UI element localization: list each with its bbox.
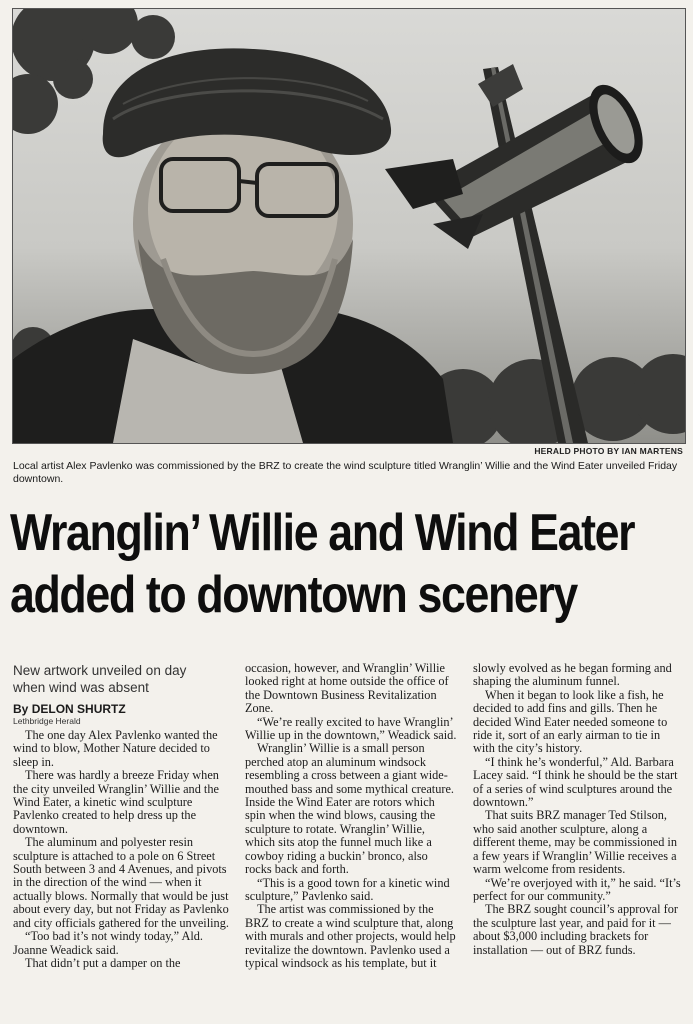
article-paragraph: When it began to look like a fish, he decided to add fins and gills. Then he decided Wind Eater needed someone to ride it, sort of an early airman to tie in with the city’s history. [473,687,668,756]
subheadline [13,662,229,696]
subheadline-line-2: when wind was absent [13,680,149,695]
artist-portrait [13,48,453,443]
byline-author: DELON SHURTZ [31,702,126,716]
byline [13,702,229,716]
article-paragraph: That suits BRZ manager Ted Stilson, who said another sculpture, along a different theme, may be commissioned in a few years if Wranglin’ Willie receives a warm welcome from residents. [473,808,677,877]
article-paragraph: Wranglin’ Willie is a small person perched atop an aluminum windsock resembling a cross between a giant wide-mouthed bass and some mythical creature. Inside the Wind Eater are rotors which spin when the wind blows, causing the sculpture to rotate. Wranglin’ Willie, which sits atop the funnel much like a cowboy riding a buckin’ bronco, also rocks back and forth. [245,741,454,877]
article-paragraph: The aluminum and polyester resin sculpture is attached to a pole on 6 Street South between 3 and 4 Avenues, and pivots in the direction of the wind — when it actually blows. Normally that would be just about every day, but not Friday as Pavlenko and city officials gathered for the unveiling. [13,835,229,930]
article-paragraph: The artist was commissioned by the BRZ to create a wind sculpture that, along with murals and other projects, would help revitalize the downtown. Pavlenko used a typical windsock as his template, but it [245,902,456,970]
article-paragraph: The BRZ sought council’s approval for the sculpture last year, and paid for it — about $3,000 including brackets for installation — out of BRZ funds. [473,902,678,957]
news-photo [12,8,686,444]
byline-source: Lethbridge Herald [13,716,81,726]
byline-by: By [13,702,29,716]
article-paragraph: slowly evolved as he began forming and shaping the aluminum funnel. [473,661,672,689]
article-paragraph: occasion, however, and Wranglin’ Willie looked right at home outside the office of the Downtown Business Revitalization Zone. [245,661,449,716]
article-paragraph: That didn’t put a damper on the [25,955,181,970]
article-paragraph: “We’re really excited to have Wranglin’ Willie up in the downtown,” Weadick said. [245,714,457,743]
subheadline-line-1: New artwork unveiled on day [13,663,187,678]
article-paragraph: There was hardly a breeze Friday when the city unveiled Wranglin’ Willie and the Wind Eater, a kinetic wind sculpture Pavlenko created to help dress up the downtown. [13,768,219,836]
article-paragraph: “Too bad it’s not windy today,” Ald. Joanne Weadick said. [13,929,203,957]
photo-credit: HERALD PHOTO BY IAN MARTENS [534,446,683,456]
photo-caption: Local artist Alex Pavlenko was commissioned by the BRZ to create the wind sculpture titled Wranglin’ Willie and the Wind Eater unveiled Friday downtown. [13,460,678,485]
artist-with-sculpture-illustration [13,9,685,443]
article-paragraph: “We’re overjoyed with it,” he said. “It’s perfect for our community.” [473,875,681,903]
headline [10,502,635,626]
article-column-1 [13,662,229,970]
article-column-3 [473,662,683,957]
article-column-2 [245,662,457,970]
article-paragraph: “This is a good town for a kinetic wind sculpture,” Pavlenko said. [245,875,450,903]
article-paragraph: The one day Alex Pavlenko wanted the wind to blow, Mother Nature decided to sleep in. [13,728,218,769]
article-paragraph: “I think he’s wonderful,” Ald. Barbara Lacey said. “I think he should be the start of a series of wind sculptures around the downtown.” [473,754,678,810]
headline-line-1: Wranglin’ Willie and Wind Eater [10,504,635,562]
headline-line-2: added to downtown scenery [10,566,577,624]
